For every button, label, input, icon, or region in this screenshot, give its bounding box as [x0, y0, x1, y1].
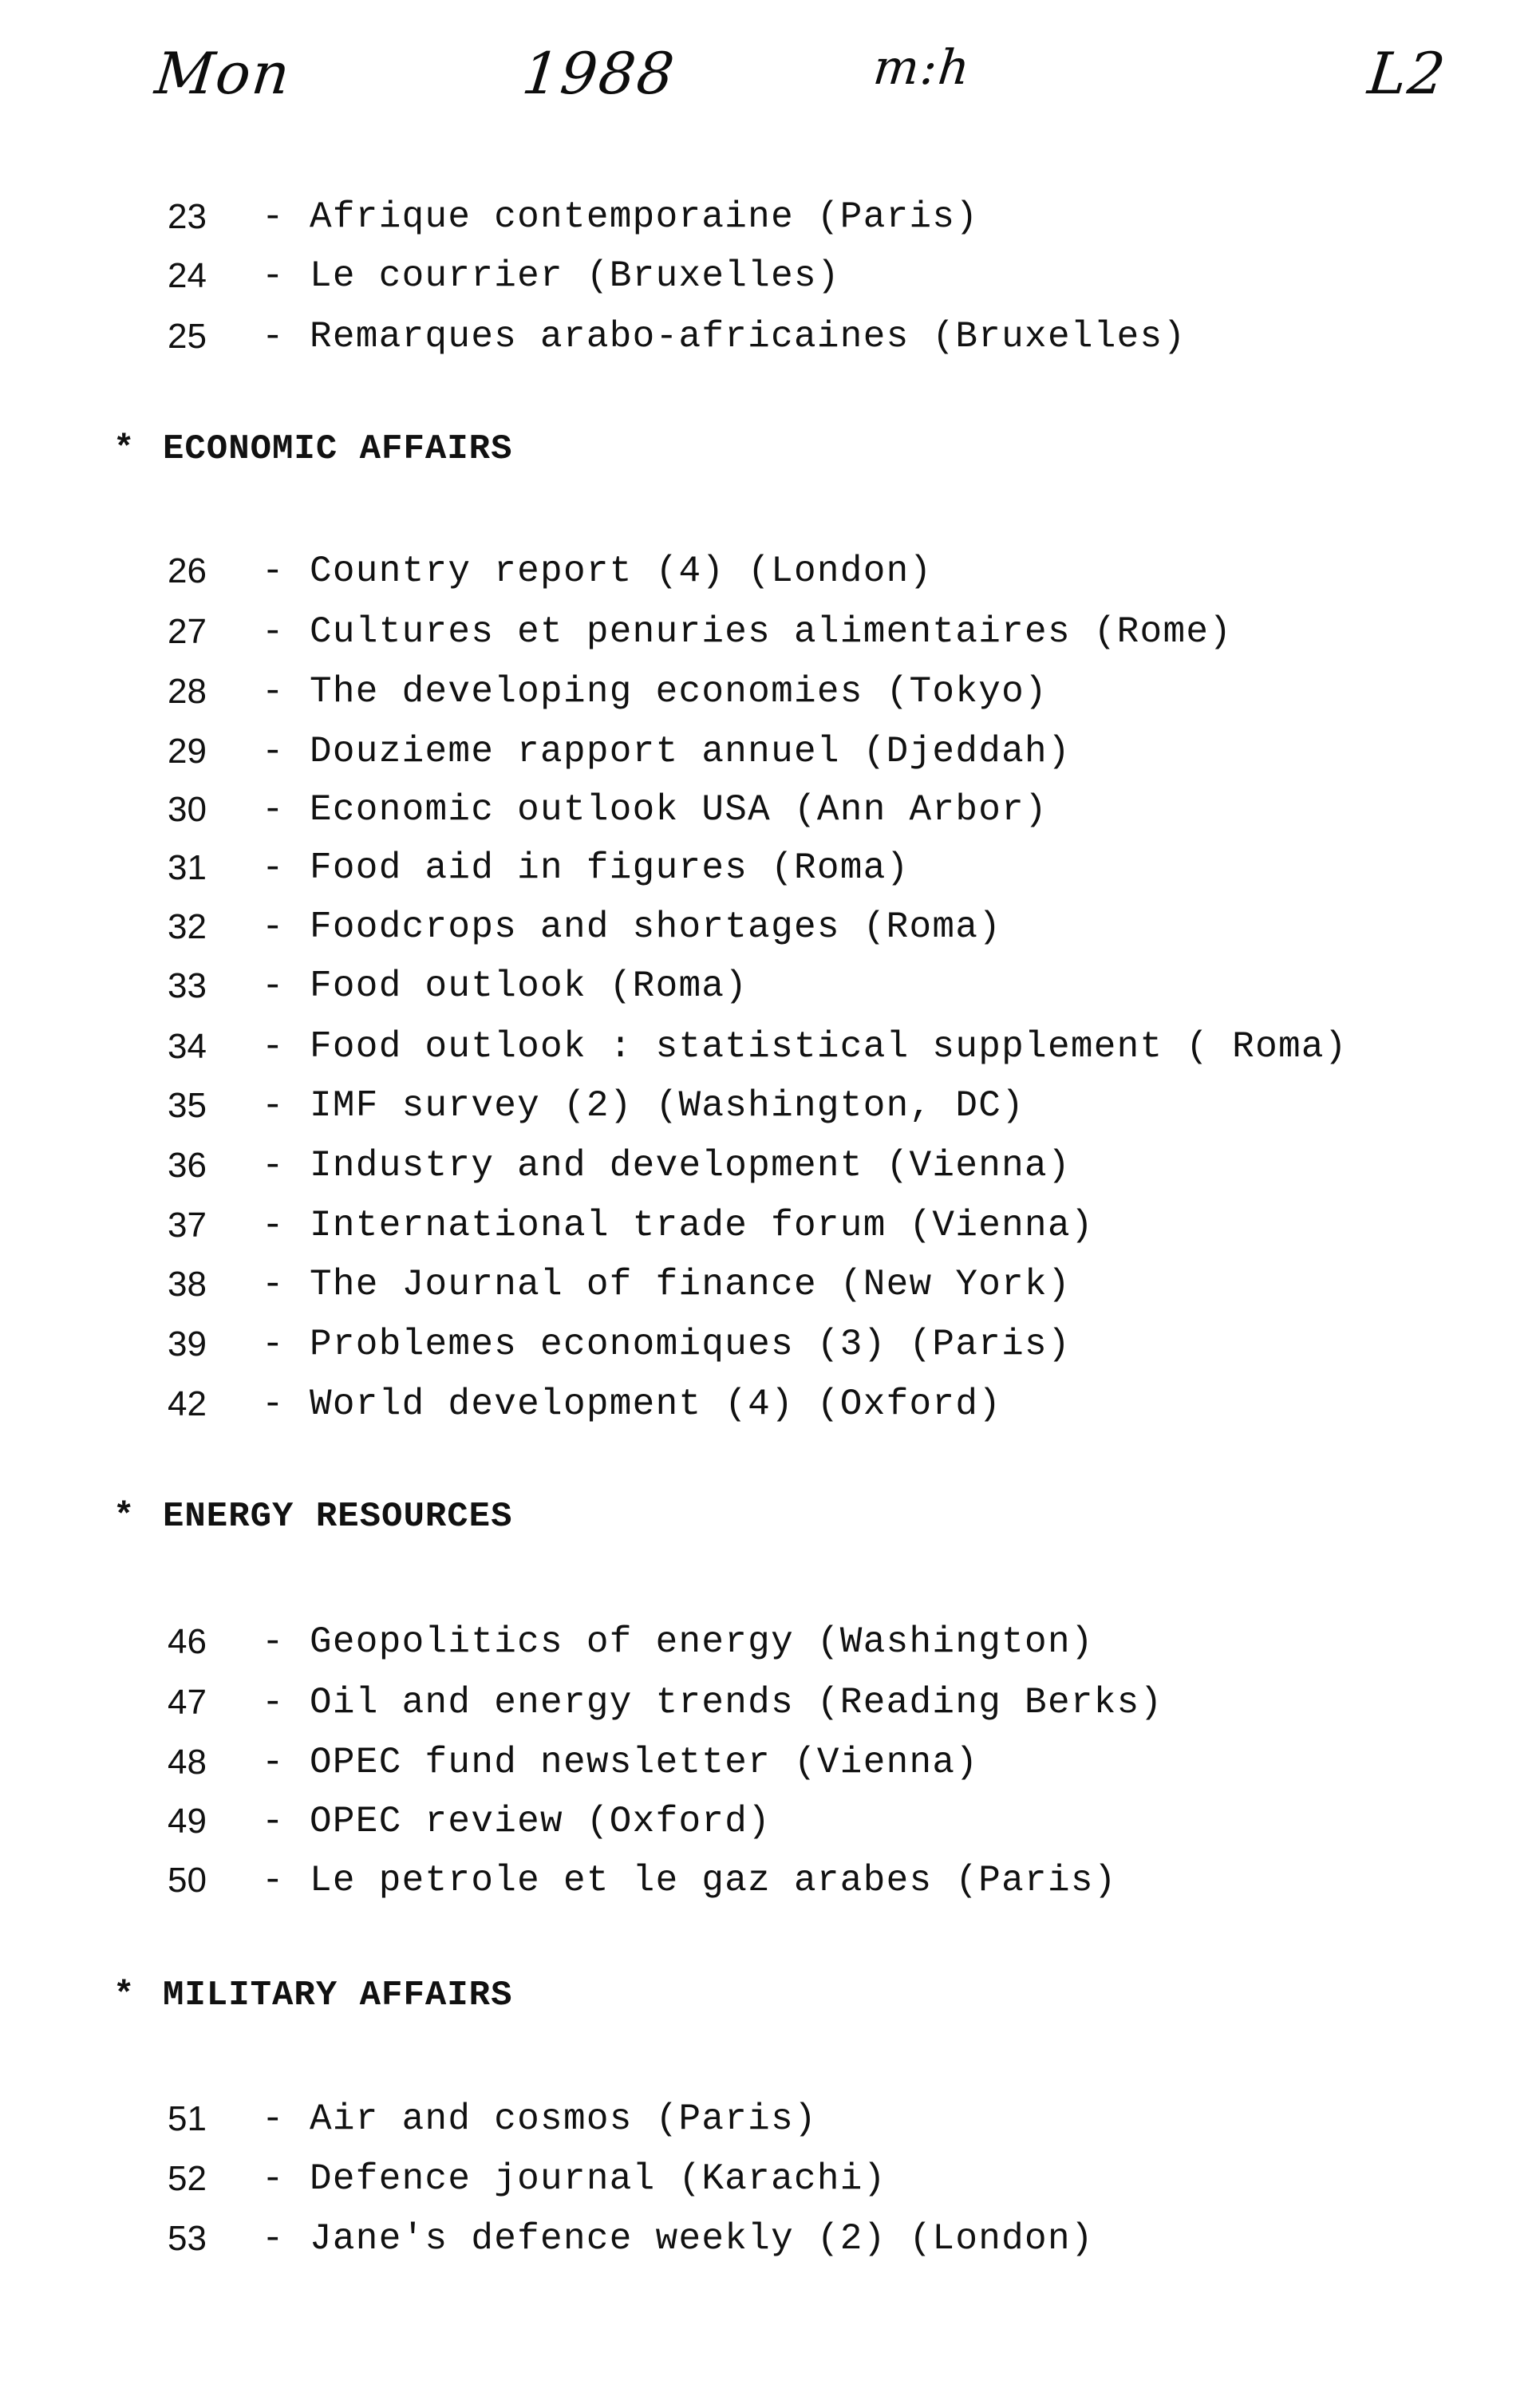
item-title: Economic outlook USA (Ann Arbor)	[310, 789, 1048, 831]
section-heading-military	[113, 1972, 512, 2019]
item-number: 47	[168, 1683, 207, 1722]
item-title: Food outlook : statistical supplement ( Roma)	[310, 1026, 1348, 1068]
item-title: Geopolitics of energy (Washington)	[310, 1621, 1094, 1663]
item-dash: -	[262, 2218, 284, 2260]
item-dash: -	[262, 965, 284, 1007]
item-number: 53	[168, 2219, 207, 2258]
item-number: 23	[168, 197, 207, 236]
item-number: 52	[168, 2159, 207, 2198]
item-number: 30	[168, 790, 207, 829]
item-title: International trade forum (Vienna)	[310, 1205, 1094, 1246]
item-number: 33	[168, 966, 207, 1005]
item-number: 50	[168, 1861, 207, 1900]
item-dash: -	[262, 611, 284, 653]
asterisk-icon: *	[113, 429, 136, 469]
item-number: 26	[168, 551, 207, 590]
item-dash: -	[262, 1205, 284, 1246]
item-dash: -	[262, 1860, 284, 1901]
item-dash: -	[262, 1621, 284, 1663]
item-number: 34	[168, 1027, 207, 1066]
item-title: Afrique contemporaine (Paris)	[310, 196, 979, 238]
item-title: World development (4) (Oxford)	[310, 1384, 1002, 1425]
section-title: ENERGY RESOURCES	[163, 1497, 513, 1537]
item-dash: -	[262, 1026, 284, 1068]
item-number: 27	[168, 612, 207, 651]
item-title: The Journal of finance (New York)	[310, 1264, 1071, 1305]
section-heading-economic	[113, 425, 512, 473]
item-dash: -	[262, 789, 284, 831]
item-title: OPEC review (Oxford)	[310, 1801, 772, 1842]
item-number: 49	[168, 1802, 207, 1841]
item-number: 36	[168, 1146, 207, 1185]
item-title: Le courrier (Bruxelles)	[310, 255, 840, 297]
item-title: Food aid in figures (Roma)	[310, 847, 910, 889]
section-title: MILITARY AFFAIRS	[163, 1976, 513, 2015]
asterisk-icon: *	[113, 1497, 136, 1537]
item-dash: -	[262, 1384, 284, 1425]
item-number: 25	[168, 317, 207, 356]
handwritten-note-3: m:h	[871, 40, 974, 96]
item-dash: -	[262, 1145, 284, 1186]
item-title: Air and cosmos (Paris)	[310, 2098, 817, 2140]
item-dash: -	[262, 1085, 284, 1127]
item-title: OPEC fund newsletter (Vienna)	[310, 1742, 979, 1783]
item-title: Remarques arabo-africaines (Bruxelles)	[310, 316, 1187, 357]
item-title: Cultures et penuries alimentaires (Rome)	[310, 611, 1233, 653]
item-dash: -	[262, 671, 284, 712]
item-dash: -	[262, 1801, 284, 1842]
item-number: 32	[168, 907, 207, 946]
item-dash: -	[262, 906, 284, 948]
item-title: Oil and energy trends (Reading Berks)	[310, 1682, 1163, 1723]
item-title: Jane's defence weekly (2) (London)	[310, 2218, 1094, 2260]
item-dash: -	[262, 1682, 284, 1723]
item-dash: -	[262, 196, 284, 238]
item-title: Industry and development (Vienna)	[310, 1145, 1071, 1186]
item-number: 31	[168, 848, 207, 887]
handwritten-note-4: L2	[1364, 40, 1451, 107]
item-title: Foodcrops and shortages (Roma)	[310, 906, 1002, 948]
item-dash: -	[262, 2098, 284, 2140]
item-number: 48	[168, 1743, 207, 1782]
item-number: 37	[168, 1206, 207, 1245]
item-title: IMF survey (2) (Washington, DC)	[310, 1085, 1025, 1127]
item-number: 35	[168, 1086, 207, 1125]
item-number: 42	[168, 1384, 207, 1423]
handwritten-note-1: Mon	[152, 40, 294, 107]
item-title: Country report (4) (London)	[310, 551, 933, 592]
item-title: The developing economies (Tokyo)	[310, 671, 1048, 712]
item-number: 28	[168, 672, 207, 711]
item-dash: -	[262, 2158, 284, 2200]
section-heading-energy	[113, 1493, 512, 1541]
item-dash: -	[262, 255, 284, 297]
item-number: 24	[168, 256, 207, 295]
asterisk-icon: *	[113, 1976, 136, 2015]
item-number: 46	[168, 1622, 207, 1661]
item-dash: -	[262, 847, 284, 889]
item-dash: -	[262, 1324, 284, 1365]
item-dash: -	[262, 731, 284, 772]
section-title: ECONOMIC AFFAIRS	[163, 429, 513, 469]
item-title: Food outlook (Roma)	[310, 965, 748, 1007]
item-number: 29	[168, 732, 207, 771]
item-title: Defence journal (Karachi)	[310, 2158, 886, 2200]
item-dash: -	[262, 316, 284, 357]
item-title: Problemes economiques (3) (Paris)	[310, 1324, 1071, 1365]
handwritten-note-2: 1988	[519, 40, 679, 107]
item-dash: -	[262, 551, 284, 592]
item-dash: -	[262, 1264, 284, 1305]
item-number: 39	[168, 1324, 207, 1364]
item-number: 51	[168, 2099, 207, 2138]
item-number: 38	[168, 1265, 207, 1304]
item-dash: -	[262, 1742, 284, 1783]
item-title: Douzieme rapport annuel (Djeddah)	[310, 731, 1071, 772]
item-title: Le petrole et le gaz arabes (Paris)	[310, 1860, 1117, 1901]
